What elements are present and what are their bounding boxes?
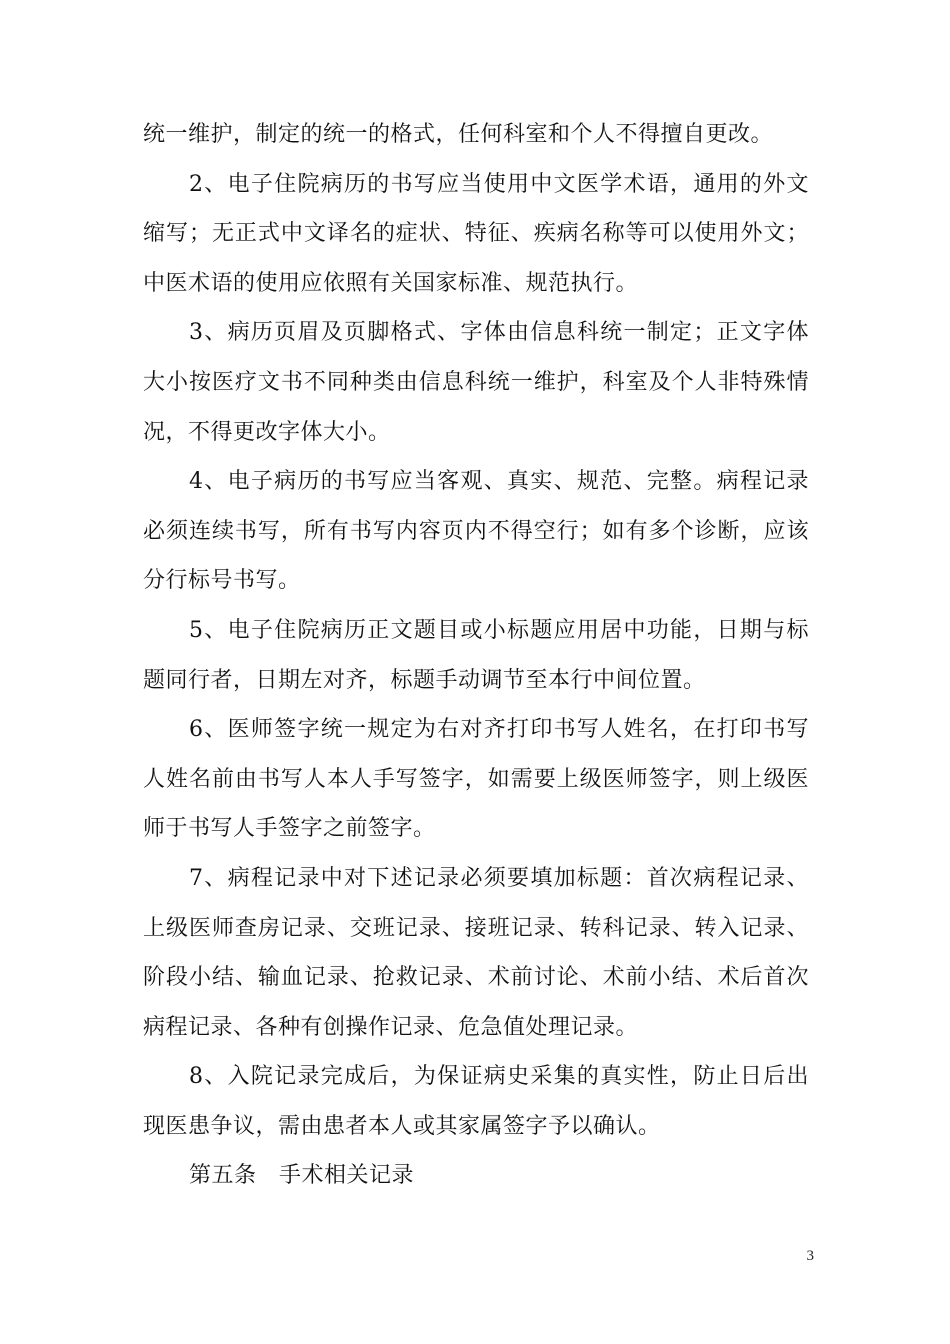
page-number: 3 <box>806 1248 814 1264</box>
paragraph-item-3: 3、病历页眉及页脚格式、字体由信息科统一制定；正文字体大小按医疗文书不同种类由信息科统一维护，科室及个人非特殊情况，不得更改字体大小。 <box>143 320 809 445</box>
paragraph-item-6: 6、医师签字统一规定为右对齐打印书写人姓名，在打印书写人姓名前由书写人本人手写签字，如需要上级医师签字，则上级医师于书写人手签字之前签字。 <box>143 717 809 842</box>
paragraph-item-7: 7、病程记录中对下述记录必须要填加标题：首次病程记录、上级医师查房记录、交班记录、接班记录、转科记录、转入记录、阶段小结、输血记录、抢救记录、术前讨论、术前小结、术后首次病程记录、各种有创操作记录、危急值处理记录。 <box>143 865 809 1040</box>
paragraph-item-5: 5、电子住院病历正文题目或小标题应用居中功能，日期与标题同行者，日期左对齐，标题手动调节至本行中间位置。 <box>143 617 809 693</box>
body-text <box>143 110 809 1201</box>
section-heading: 第五条 手术相关记录 <box>189 1163 415 1189</box>
paragraph-item-2: 2、电子住院病历的书写应当使用中文医学术语，通用的外文缩写；无正式中文译名的症状、特征、疾病名称等可以使用外文；中医术语的使用应依照有关国家标准、规范执行。 <box>143 171 809 296</box>
paragraph-continuation: 统一维护，制定的统一的格式，任何科室和个人不得擅自更改。 <box>143 122 774 147</box>
paragraph-item-4: 4、电子病历的书写应当客观、真实、规范、完整。病程记录必须连续书写，所有书写内容页内不得空行；如有多个诊断，应该分行标号书写。 <box>143 469 809 594</box>
paragraph-item-8: 8、入院记录完成后，为保证病史采集的真实性，防止日后出现医患争议，需由患者本人或其家属签字予以确认。 <box>143 1064 809 1139</box>
